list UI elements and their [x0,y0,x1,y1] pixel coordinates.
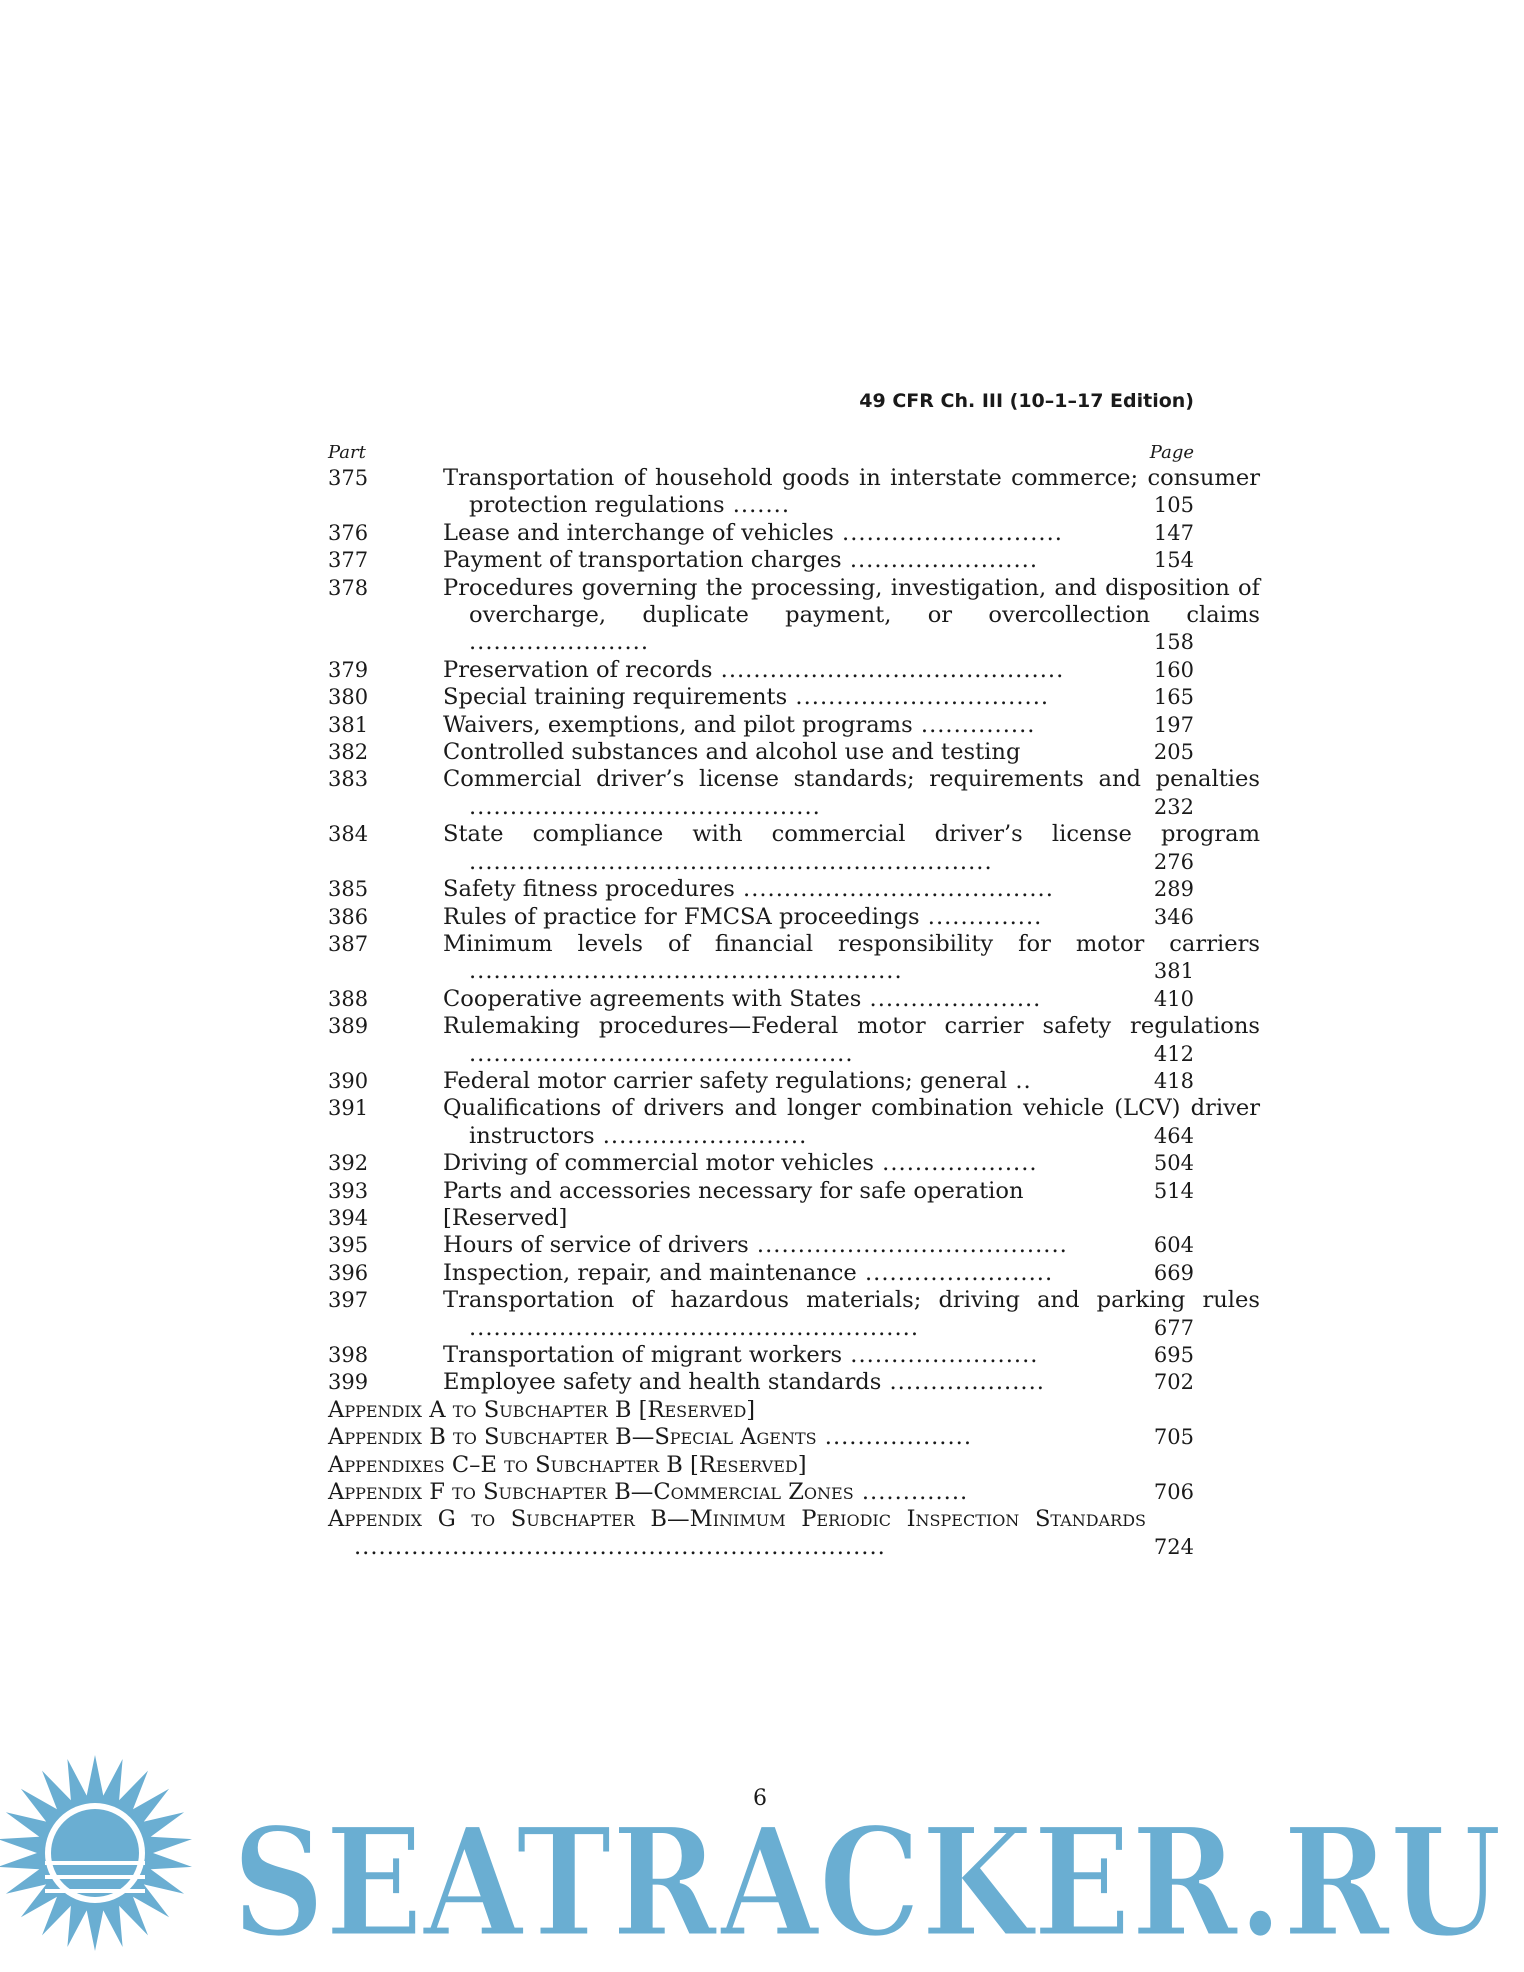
toc-entry [328,684,1194,711]
part-title [443,684,1260,711]
title-text: Federal motor carrier safety regulations; general [443,1067,1008,1094]
dot-leader: ................................................................ [469,848,993,875]
toc-entry [328,1150,1194,1177]
title-text: Transportation of household goods in interstate commerce; consumer protection regulations [443,465,1260,519]
page-ref: 276 [1153,849,1194,874]
title-text: Appendix F to Subchapter B—Commercial Zones [328,1479,854,1506]
page-number: 6 [753,1786,767,1811]
toc-entry [328,1260,1194,1287]
column-headings [328,442,1194,466]
title-text: Appendix B to Subchapter B—Special Agents [328,1424,817,1451]
title-text: Preservation of records [443,656,713,683]
page-ref: 464 [1153,1123,1194,1148]
title-text: Special training requirements [443,684,788,711]
title-text: State compliance with commercial driver’s license program [443,821,1260,848]
page-ref: 724 [1153,1534,1194,1559]
part-title [443,876,1260,903]
page-ref: 705 [1153,1425,1194,1450]
title-text: Minimum levels of financial responsibility for motor carriers [443,930,1260,957]
dot-leader: .......................................... [712,656,1065,683]
toc-entry [328,1068,1194,1095]
page-ref: 232 [1153,794,1194,819]
toc-entry [328,1342,1194,1369]
part-title [443,739,1260,766]
dot-leader: ..................... [861,985,1042,1012]
page-ref: 165 [1153,685,1194,710]
dot-leader: ........................... [833,519,1063,546]
dot-leader: ................................................................. [354,1533,886,1560]
page-ref: 695 [1153,1343,1194,1367]
dot-leader: ...................... [469,629,650,656]
page-ref: 154 [1153,548,1194,573]
part-number: 381 [328,712,369,737]
part-number: 375 [328,466,369,490]
part-title [443,904,1260,931]
part-title [443,821,1260,876]
sun-burst-icon [0,1755,192,1951]
dot-leader: ............................... [787,684,1050,711]
part-number: 386 [328,904,369,929]
part-title [443,1342,1260,1369]
dot-leader: ........................................... [469,793,821,820]
toc-entry [328,930,1260,986]
appendix-title [328,1424,1146,1451]
part-title [443,1150,1260,1177]
part-title [443,1287,1260,1342]
part-number: 382 [328,740,369,765]
appendix-entry [328,1397,1194,1424]
title-text: Rules of practice for FMCSA proceedings [443,903,920,930]
dot-leader: ............. [853,1479,969,1506]
dot-leader: ..................................................... [469,958,903,985]
appendix-title [328,1397,1146,1424]
page-ref: 158 [1153,630,1194,655]
title-text: Hours of service of drivers [443,1232,749,1259]
part-number: 379 [328,657,369,682]
page-ref: 381 [1153,959,1194,984]
watermark [0,1735,1524,1972]
part-title [443,1260,1260,1287]
title-text: Qualifications of drivers and longer combination vehicle (LCV) driver instructors [443,1095,1260,1149]
dot-leader: .................. [816,1424,973,1451]
page-ref: 410 [1153,986,1194,1011]
appendix-entry [328,1506,1194,1561]
dot-leader: ...................................... [734,876,1054,903]
toc-entry [328,574,1260,657]
title-text: Employee safety and health standards [443,1369,882,1396]
part-title [443,1232,1260,1259]
toc-entry [328,1095,1260,1150]
part-number: 384 [328,822,369,847]
part-number: 389 [328,1014,369,1039]
running-header: 49 CFR Ch. III (10–1–17 Edition) [859,390,1194,412]
table-of-contents [328,465,1260,1561]
part-title [443,657,1260,684]
part-number: 388 [328,986,369,1011]
part-title [443,712,1260,739]
title-text: Safety fitness procedures [443,876,735,903]
part-number: 396 [328,1260,369,1285]
toc-entry [328,1369,1194,1396]
part-number: 378 [328,575,369,600]
title-text: Appendix G to Subchapter B—Minimum Periodic Inspection Standards [328,1506,1146,1533]
part-title [443,931,1260,986]
page-ref: 418 [1153,1068,1194,1093]
part-number: 393 [328,1178,369,1203]
title-text: Waivers, exemptions, and pilot programs [443,711,913,738]
title-text: Cooperative agreements with States [443,985,862,1012]
dot-leader: .............. [912,711,1036,738]
part-title [443,1369,1260,1396]
part-number: 390 [328,1068,369,1093]
title-text: [Reserved] [443,1204,568,1231]
appendix-entry [328,1479,1194,1506]
toc-entry [328,739,1194,766]
page-ref: 677 [1153,1315,1194,1340]
toc-entry [328,1178,1194,1205]
watermark-text: SEATRACKER.RU [232,1795,1502,1971]
part-title [443,465,1260,520]
page-ref: 105 [1153,493,1194,518]
part-number: 395 [328,1233,369,1258]
toc-entry [328,657,1194,684]
part-title [443,520,1260,547]
page-ref: 160 [1153,657,1194,682]
toc-entry [328,712,1194,739]
page-ref: 604 [1153,1233,1194,1258]
page-ref: 706 [1153,1480,1194,1505]
page-ref: 197 [1153,712,1194,737]
part-title [443,1178,1260,1205]
page-ref: 346 [1153,904,1194,929]
title-text: Controlled substances and alcohol use and testing [443,739,1021,766]
appendix-title [328,1479,1146,1506]
dot-leader: .............. [919,903,1043,930]
dot-leader: ....................... [856,1259,1054,1286]
dot-leader: ................... [873,1150,1038,1177]
toc-entry [328,904,1194,931]
title-text: Parts and accessories necessary for safe operation [443,1177,1024,1204]
toc-entry [328,1232,1194,1259]
toc-entry [328,1205,1194,1232]
dot-leader: ................... [881,1369,1045,1396]
toc-entry [328,986,1194,1013]
title-text: Lease and interchange of vehicles [443,519,834,546]
dot-leader: ...................................... [748,1232,1068,1259]
page-ref: 147 [1153,520,1194,545]
page-ref: 205 [1153,740,1194,765]
page-ref: 669 [1153,1260,1194,1285]
part-number: 392 [328,1151,369,1176]
title-text: Rulemaking procedures—Federal motor carrier safety regulations [443,1013,1260,1040]
appendix-entry [328,1452,1194,1479]
page-ref: 412 [1153,1041,1194,1066]
page-ref: 504 [1153,1151,1194,1176]
dot-leader: ....... [724,492,791,519]
dot-leader: ....................... [841,547,1039,574]
part-title [443,766,1260,821]
toc-entry [328,876,1194,903]
page-ref: 702 [1153,1370,1194,1395]
part-number: 397 [328,1288,369,1313]
part-number: 387 [328,931,369,956]
title-text: Commercial driver’s license standards; requirements and penalties [443,766,1260,793]
dot-leader: ....................................................... [469,1314,920,1341]
title-text: Appendixes C–E to Subchapter B [Reserved] [328,1451,807,1478]
dot-leader: ......................... [594,1122,808,1149]
part-number: 391 [328,1096,369,1121]
part-title [443,1013,1260,1068]
title-text: Transportation of hazardous materials; driving and parking rules [443,1287,1260,1314]
toc-entry [328,1287,1260,1342]
title-text: Appendix A to Subchapter B [Reserved] [328,1396,756,1423]
toc-entry [328,1013,1260,1068]
appendix-title [328,1506,1146,1561]
dot-leader: .. [1007,1067,1032,1094]
title-text: Payment of transportation charges [443,547,842,574]
part-number: 385 [328,877,369,902]
part-number: 376 [328,520,369,545]
part-number: 399 [328,1370,369,1395]
title-text: Transportation of migrant workers [443,1342,843,1368]
part-number: 398 [328,1343,369,1367]
part-title [443,547,1260,574]
appendix-entry [328,1424,1194,1451]
part-title [443,1068,1260,1095]
title-text: Inspection, repair, and maintenance [443,1259,857,1286]
part-number: 383 [328,767,369,792]
toc-entry [328,766,1260,821]
part-title [443,1095,1260,1150]
toc-entry [328,465,1260,520]
title-text: Driving of commercial motor vehicles [443,1150,874,1177]
dot-leader: ............................................... [469,1040,854,1067]
toc-entry [328,547,1194,574]
dot-leader: ....................... [842,1342,1039,1368]
part-number: 380 [328,685,369,710]
part-title [443,1205,1260,1232]
part-title [443,986,1260,1013]
page-ref: 514 [1153,1178,1194,1203]
appendix-title [328,1452,1146,1479]
toc-entry [328,520,1194,547]
part-column-heading: Part [328,442,366,463]
part-number: 377 [328,548,369,573]
part-title [443,575,1260,657]
toc-entry [328,821,1260,876]
page-column-heading: Page [1149,442,1194,463]
part-number: 394 [328,1205,369,1230]
title-text: Procedures governing the processing, investigation, and disposition of overcharge, duplicate payment, or overcollection claims [443,574,1260,629]
page-ref: 289 [1153,877,1194,902]
